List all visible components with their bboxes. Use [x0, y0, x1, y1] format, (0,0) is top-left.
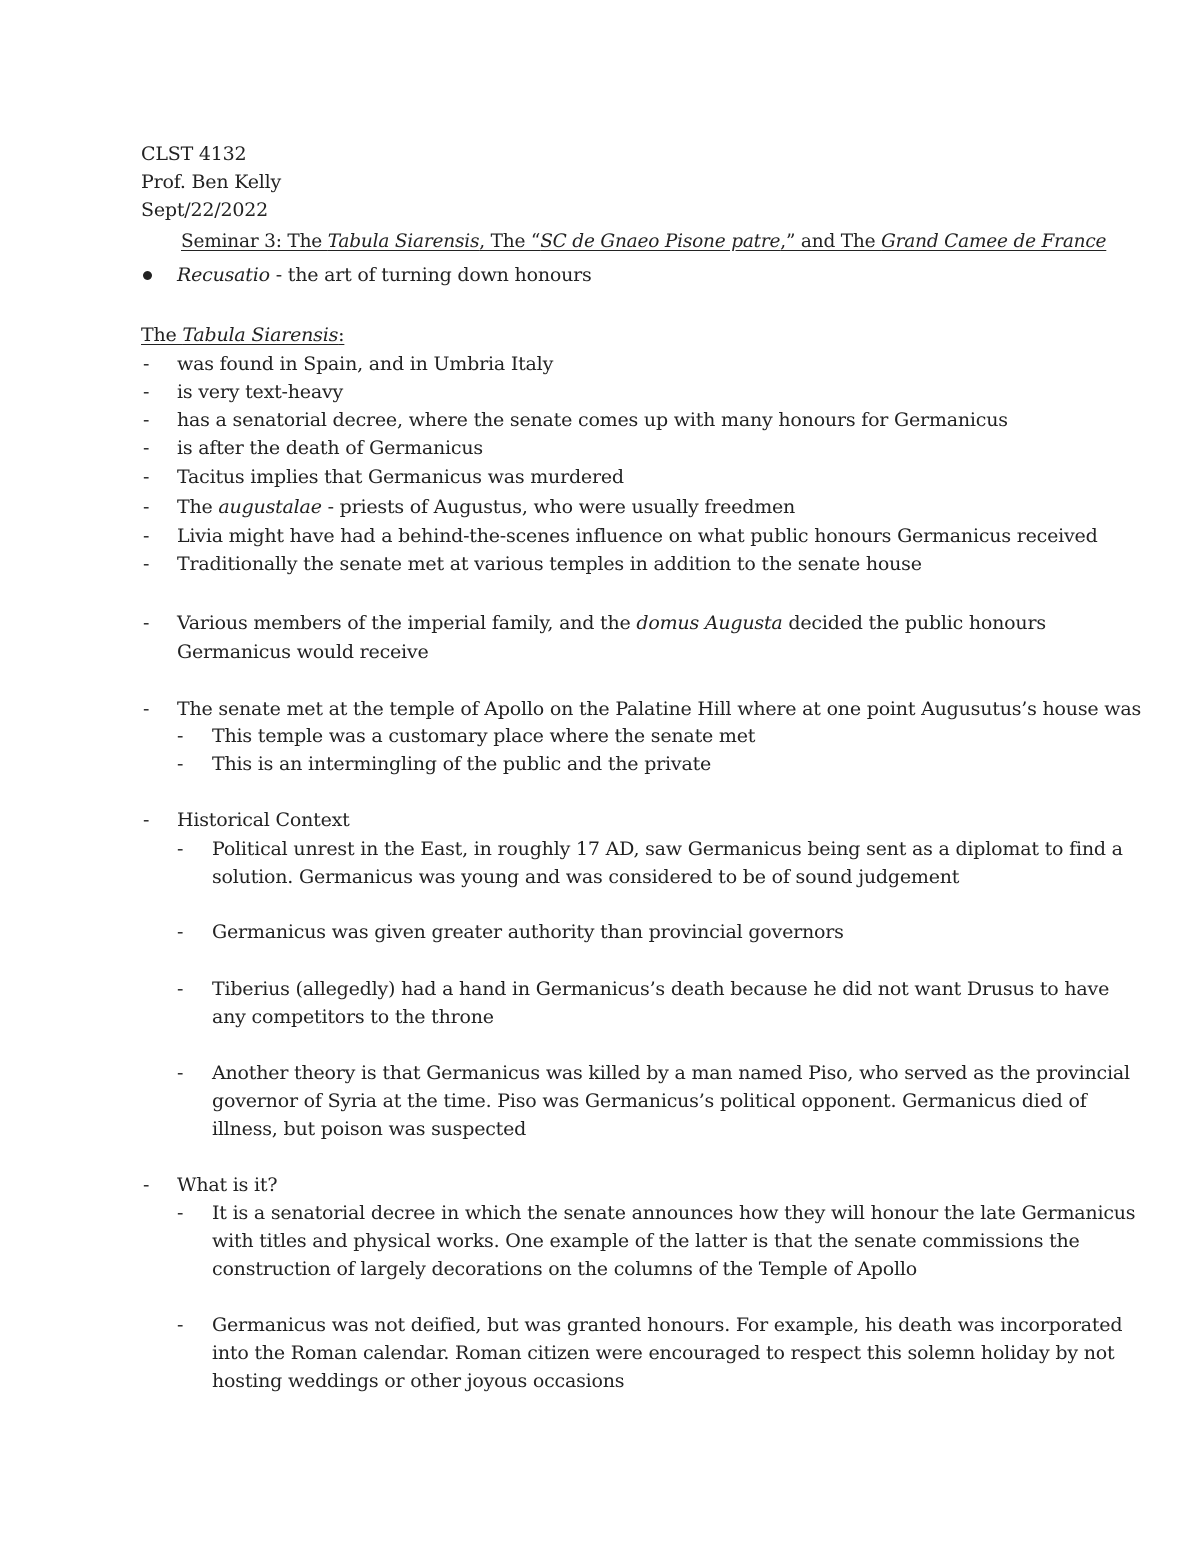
sub-list-item-continuation: illness, but poison was suspected [212, 1118, 527, 1140]
sub-list-item: Another theory is that Germanicus was killed by a man named Piso, who served as the provincial [212, 1062, 1130, 1084]
sub-list-item-continuation: any competitors to the throne [212, 1006, 494, 1028]
section-heading-italic: Tabula Siarensis [182, 324, 339, 346]
augustalae-term: augustalae [218, 496, 322, 518]
sub-list-item: This is an intermingling of the public and the private [212, 753, 712, 775]
sub-list-item: This temple was a customary place where the senate met [212, 725, 756, 747]
title-italic-camee: Grand Camee de France [881, 231, 1107, 252]
dash-marker: - [143, 353, 150, 375]
professor-name: Prof. Ben Kelly [141, 171, 282, 193]
sub-list-item: Germanicus was given greater authority than provincial governors [212, 921, 844, 943]
recusatio-term: Recusatio [177, 264, 270, 286]
dash-marker: - [143, 553, 150, 575]
sub-list-item-continuation: governor of Syria at the time. Piso was Germanicus’s political opponent. Germanicus died of [212, 1090, 1087, 1112]
dash-marker: - [143, 466, 150, 488]
list-item-continuation: Germanicus would receive [177, 641, 429, 663]
dash-marker: - [143, 1174, 150, 1196]
list-item: has a senatorial decree, where the senate comes up with many honours for Germanicus [177, 409, 1008, 431]
document-date: Sept/22/2022 [141, 199, 268, 221]
domus-augusta-term: domus Augusta [636, 612, 783, 634]
section-heading [141, 321, 344, 349]
list-item-part: decided the public honours [782, 612, 1046, 634]
sub-dash-marker: - [177, 1062, 184, 1084]
sub-list-item: Tiberius (allegedly) had a hand in Germanicus’s death because he did not want Drusus to have [212, 978, 1110, 1000]
sub-dash-marker: - [177, 725, 184, 747]
dash-marker: - [143, 612, 150, 634]
sub-dash-marker: - [177, 753, 184, 775]
dash-marker: - [143, 809, 150, 831]
recusatio-line [177, 261, 592, 289]
bullet-dot-icon [143, 271, 152, 280]
list-item: is after the death of Germanicus [177, 437, 483, 459]
recusatio-definition: - the art of turning down honours [269, 264, 592, 286]
list-item: Tacitus implies that Germanicus was murdered [177, 466, 624, 488]
list-item: Historical Context [177, 809, 350, 831]
title-italic-sc: SC de Gnaeo Pisone patre [540, 231, 781, 252]
dash-marker: - [143, 409, 150, 431]
sub-dash-marker: - [177, 1314, 184, 1336]
list-item-part: The [177, 496, 219, 518]
list-item: The senate met at the temple of Apollo on the Palatine Hill where at one point Augusutus’s house was [177, 698, 1142, 720]
sub-list-item-continuation: into the Roman calendar. Roman citizen were encouraged to respect this solemn holiday by not [212, 1342, 1115, 1364]
list-item: What is it? [177, 1174, 278, 1196]
dash-marker: - [143, 437, 150, 459]
section-heading-part: : [338, 324, 345, 346]
sub-dash-marker: - [177, 838, 184, 860]
list-item-part: Various members of the imperial family, and the [177, 612, 637, 634]
dash-marker: - [143, 525, 150, 547]
course-code: CLST 4132 [141, 143, 247, 165]
sub-dash-marker: - [177, 978, 184, 1000]
list-item [177, 493, 795, 521]
sub-list-item: It is a senatorial decree in which the senate announces how they will honour the late Germanicus [212, 1202, 1136, 1224]
list-item [177, 609, 1046, 637]
sub-list-item-continuation: with titles and physical works. One example of the latter is that the senate commissions the [212, 1230, 1080, 1252]
seminar-title [181, 228, 1106, 256]
title-italic-tabula: Tabula Siarensis [327, 231, 480, 252]
sub-dash-marker: - [177, 1202, 184, 1224]
sub-list-item-continuation: construction of largely decorations on the columns of the Temple of Apollo [212, 1258, 918, 1280]
title-part: ,” and The [780, 231, 882, 252]
sub-dash-marker: - [177, 921, 184, 943]
sub-list-item: Germanicus was not deified, but was granted honours. For example, his death was incorporated [212, 1314, 1123, 1336]
dash-marker: - [143, 496, 150, 518]
title-part: , The “ [479, 231, 541, 252]
list-item-part: - priests of Augustus, who were usually freedmen [321, 496, 796, 518]
sub-list-item-continuation: hosting weddings or other joyous occasions [212, 1370, 625, 1392]
list-item: is very text-heavy [177, 381, 344, 403]
sub-list-item: Political unrest in the East, in roughly 17 AD, saw Germanicus being sent as a diplomat to find a [212, 838, 1123, 860]
list-item: Livia might have had a behind-the-scenes influence on what public honours Germanicus received [177, 525, 1098, 547]
dash-marker: - [143, 698, 150, 720]
list-item: was found in Spain, and in Umbria Italy [177, 353, 554, 375]
title-part: Seminar 3: The [181, 231, 328, 252]
dash-marker: - [143, 381, 150, 403]
sub-list-item-continuation: solution. Germanicus was young and was considered to be of sound judgement [212, 866, 960, 888]
list-item: Traditionally the senate met at various temples in addition to the senate house [177, 553, 922, 575]
section-heading-part: The [141, 324, 183, 346]
